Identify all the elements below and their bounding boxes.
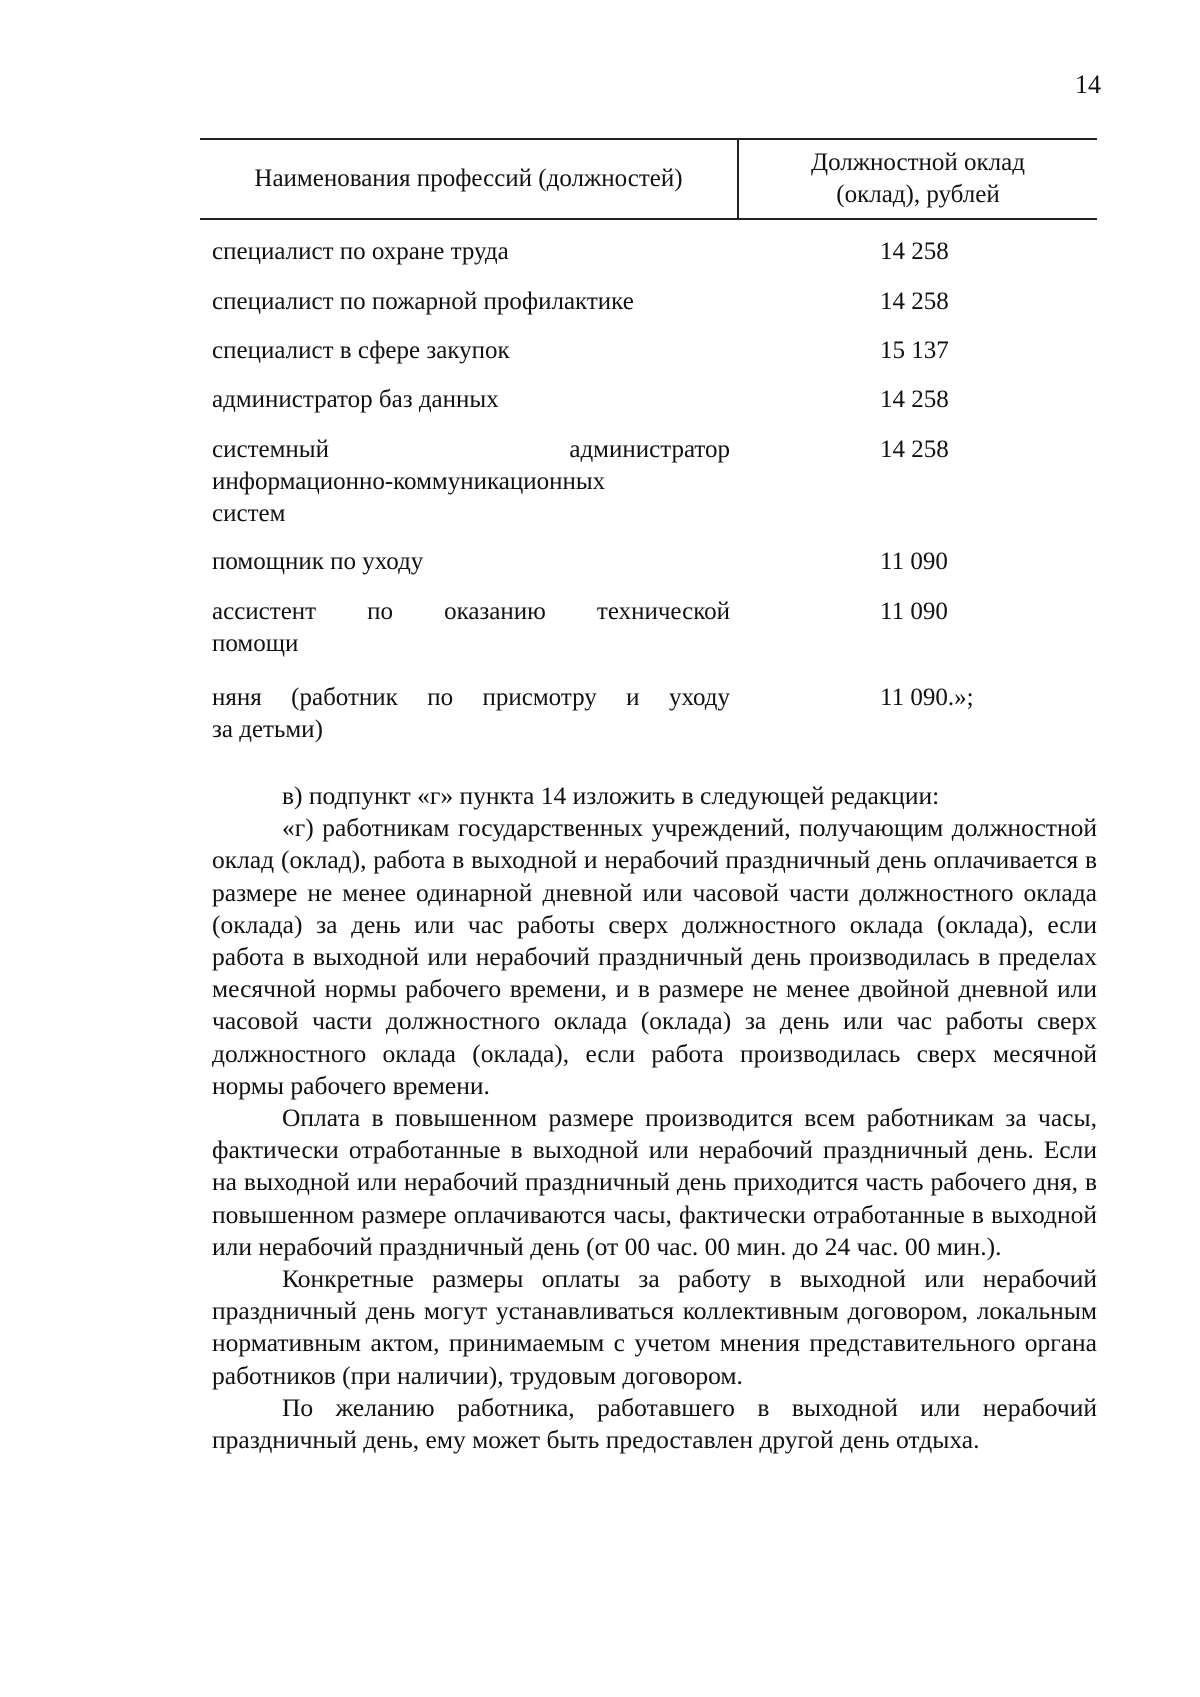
document-body [212,780,1097,1456]
row-salary: 11 090 [880,548,948,575]
page-number: 14 [1075,70,1101,99]
salary-table [200,138,1097,743]
row-salary: 14 258 [880,238,949,265]
row-profession-line3: систем [212,500,286,527]
table-header [200,138,1097,220]
header-salary-line2: (оклад), рублей [836,181,1000,208]
header-salary [739,140,1097,218]
row-profession-line1: няня (работник по присмотру и уходу [212,684,730,711]
row-profession: специалист в сфере закупок [212,337,510,364]
paragraph-specific-rates: Конкретные размеры оплаты за работу в выходной или нерабочий праздничный день могут устанавливаться коллективным договором, локальным нормативным актом, принимаемым с учетом мнения представительного органа работников (при наличии), трудовым договором. [212,1264,1097,1390]
row-salary: 14 258 [880,386,949,413]
row-profession-line1: ассистент по оказанию технической [212,598,730,625]
row-profession-line1: системный администратор [212,436,730,463]
header-profession-name: Наименования профессий (должностей) [200,140,739,218]
row-profession: помощник по уходу [212,548,424,575]
row-salary: 14 258 [880,288,949,315]
row-profession-line2: за детьми) [212,716,323,743]
row-profession: специалист по охране труда [212,238,509,265]
row-profession-line2: помощи [212,630,299,657]
row-salary: 14 258 [880,436,949,463]
paragraph-increased-pay: Оплата в повышенном размере производится всем работникам за часы, фактически отработанные в выходной или нерабочий праздничный день. Если на выходной или нерабочий праздничный день приходится часть рабочего дня, в повышенном размере оплачиваются часы, фактически отработанные в выходной или нерабочий праздничный день (от 00 час. 00 мин. до 24 час. 00 мин.). [212,1103,1097,1261]
row-profession-line2: информационно-коммуникационных [212,468,606,495]
amendment-subitem-g: «г) работникам государственных учреждений, получающим должностной оклад (оклад), работа в выходной и нерабочий праздничный день оплачивается в размере не менее одинарной дневной или часовой части должностного оклада (оклада) за день или час работы сверх должностного оклада (оклада), если работа в выходной или нерабочий праздничный день производилась в пределах месячной нормы рабочего времени, и в размере не менее двойной дневной или часовой части должностного оклада (оклада) за день или час работы сверх должностного оклада (оклада), если работа производилась сверх месячной нормы рабочего времени. [212,813,1097,1100]
row-salary: 11 090.»; [880,684,974,711]
header-salary-line1: Должностной оклад [811,149,1025,176]
paragraph-day-off: По желанию работника, работавшего в выходной или нерабочий праздничный день, ему может быть предоставлен другой день отдыха. [212,1392,1097,1455]
row-profession: специалист по пожарной профилактике [212,288,634,315]
row-profession: администратор баз данных [212,386,499,413]
row-salary: 15 137 [880,337,949,364]
amendment-intro: в) подпункт «г» пункта 14 изложить в следующей редакции: [282,781,940,810]
row-salary: 11 090 [880,598,948,625]
